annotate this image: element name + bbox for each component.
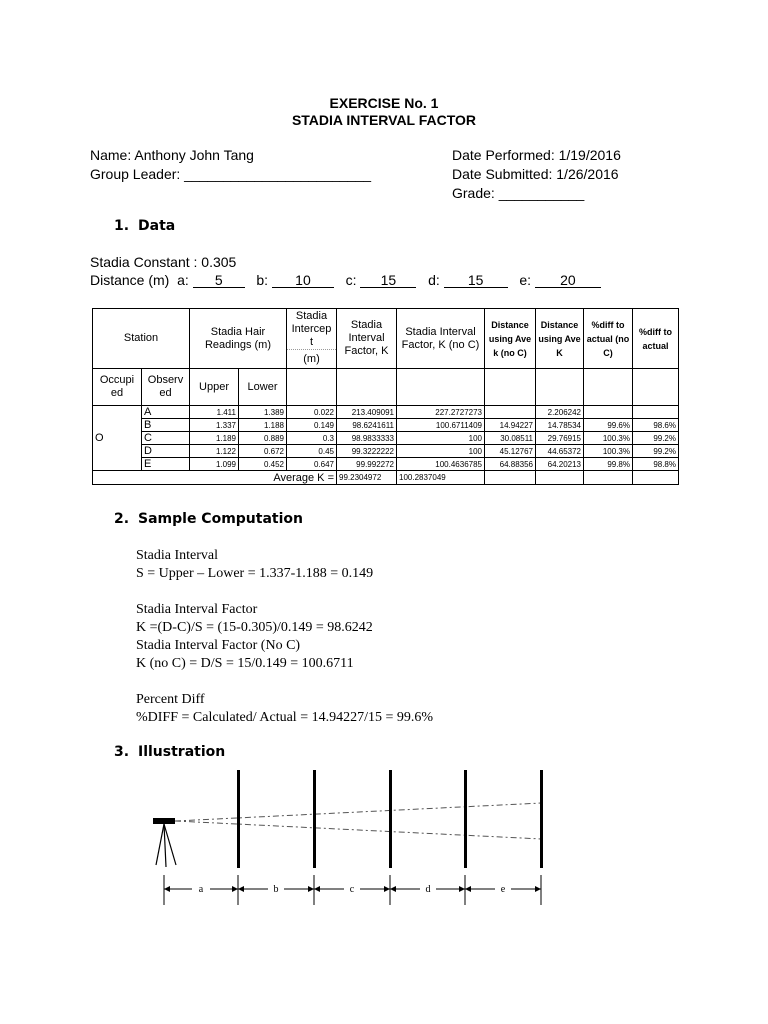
factor-noc-cell: 100.4636785 [397, 458, 485, 471]
distance-value-d: 15 [444, 273, 508, 288]
computation-line: Stadia Interval Factor (No C) [136, 638, 301, 653]
intercept-cell: 0.45 [287, 445, 337, 458]
header-upper: Upper [190, 369, 239, 406]
computation-block [136, 547, 433, 727]
distance-ave-K-cell: 44.65372 [536, 445, 584, 458]
dimension-label-a: a [198, 884, 204, 895]
stadia-rod-b [313, 770, 316, 868]
table-header-row [93, 309, 679, 350]
header-observed: Observ ed [142, 369, 190, 406]
distance-ave-K-cell: 64.20213 [536, 458, 584, 471]
factor-cell: 98.9833333 [337, 432, 397, 445]
dimension-label-b: b [273, 884, 279, 895]
diff-noc-cell: 100.3% [584, 432, 633, 445]
exercise-subtitle: STADIA INTERVAL FACTOR [291, 112, 477, 128]
lower-cell: 0.672 [239, 445, 287, 458]
distance-ave-k-cell: 64.88356 [485, 458, 536, 471]
distance-label: Distance (m) [90, 272, 170, 288]
section-title: Data [138, 218, 176, 234]
computation-line: Stadia Interval [136, 548, 219, 563]
header-factor: Stadia Interval Factor, K [337, 309, 397, 369]
intercept-cell: 0.3 [287, 432, 337, 445]
section-number: 2. [114, 511, 130, 527]
distance-ave-K-cell: 29.76915 [536, 432, 584, 445]
factor-noc-cell: 100 [397, 445, 485, 458]
header-distance-ave-k: Distance using Ave k (no C) [485, 309, 536, 369]
distance-key-b: b: [256, 272, 269, 288]
computation-line: %DIFF = Calculated/ Actual = 14.94227/15 = 99.6% [136, 710, 434, 725]
distance-ave-K-cell: 14.78534 [536, 419, 584, 432]
exercise-title: EXERCISE No. 1 [329, 95, 439, 111]
header-hair-readings: Stadia Hair Readings (m) [190, 309, 287, 369]
stadia-rod-c [389, 770, 392, 868]
diff-cell [633, 406, 679, 419]
distance-line [90, 272, 601, 288]
grade: Grade: ___________ [452, 185, 585, 201]
distance-ave-k-cell: 30.08511 [485, 432, 536, 445]
observed-cell: C [142, 432, 190, 445]
upper-cell: 1.337 [190, 419, 239, 432]
dimension-label-e: e [500, 884, 506, 895]
observed-cell: D [142, 445, 190, 458]
table-row [93, 432, 679, 445]
diff-noc-cell: 100.3% [584, 445, 633, 458]
section-data-heading [114, 218, 175, 234]
diff-cell: 99.2% [633, 445, 679, 458]
computation-line: S = Upper – Lower = 1.337-1.188 = 0.149 [136, 566, 374, 581]
table-row [93, 445, 679, 458]
distance-key-d: d: [428, 272, 440, 288]
stadia-rod-e [540, 770, 543, 868]
factor-noc-cell: 227.2727273 [397, 406, 485, 419]
header-distance-ave-K: Distance using Ave K [536, 309, 584, 369]
table-subheader-row [93, 369, 679, 406]
average-label: Average K = [93, 471, 337, 485]
distance-value-b: 10 [272, 273, 334, 288]
lower-cell: 0.889 [239, 432, 287, 445]
lower-sight-line [175, 821, 542, 839]
distance-value-e: 20 [535, 273, 601, 288]
average-k-cell: 99.2304972 [337, 471, 397, 485]
student-name: Name: Anthony John Tang [90, 147, 254, 163]
average-k-noc-cell: 100.2837049 [397, 471, 485, 485]
stadia-rod-a [237, 770, 240, 868]
upper-cell: 1.122 [190, 445, 239, 458]
header-lower: Lower [239, 369, 287, 406]
observed-cell: B [142, 419, 190, 432]
header-intercept-unit: (m) [287, 350, 337, 369]
occupied-station-cell: O [93, 406, 142, 471]
table-row [93, 419, 679, 432]
distance-ave-k-cell: 45.12767 [485, 445, 536, 458]
header-intercept: Stadia Intercep t [287, 309, 337, 350]
lower-cell: 1.389 [239, 406, 287, 419]
distance-value-a: 5 [193, 273, 245, 288]
intercept-cell: 0.022 [287, 406, 337, 419]
intercept-cell: 0.149 [287, 419, 337, 432]
factor-cell: 98.6241611 [337, 419, 397, 432]
header-factor-noc: Stadia Interval Factor, K (no C) [397, 309, 485, 369]
header-occupied: Occupi ed [93, 369, 142, 406]
computation-line: K =(D-C)/S = (15-0.305)/0.149 = 98.6242 [136, 620, 373, 635]
upper-cell: 1.411 [190, 406, 239, 419]
distance-ave-k-cell [485, 406, 536, 419]
distance-value-c: 15 [360, 273, 416, 288]
intercept-cell: 0.647 [287, 458, 337, 471]
factor-cell: 99.3222222 [337, 445, 397, 458]
factor-noc-cell: 100.6711409 [397, 419, 485, 432]
table-average-row [93, 471, 679, 485]
factor-cell: 213.409091 [337, 406, 397, 419]
upper-sight-line [175, 803, 542, 821]
factor-noc-cell: 100 [397, 432, 485, 445]
diff-noc-cell: 99.8% [584, 458, 633, 471]
observed-cell: E [142, 458, 190, 471]
tripod-icon [153, 818, 176, 867]
computation-line: K (no C) = D/S = 15/0.149 = 100.6711 [136, 656, 354, 671]
group-leader: Group Leader: ________________________ [90, 166, 372, 182]
computation-line: Stadia Interval Factor [136, 602, 258, 617]
stadia-data-table [92, 308, 679, 485]
upper-cell: 1.189 [190, 432, 239, 445]
header-station: Station [93, 309, 190, 369]
section-number: 1. [114, 218, 130, 234]
distance-ave-k-cell: 14.94227 [485, 419, 536, 432]
diff-noc-cell: 99.6% [584, 419, 633, 432]
stadia-illustration [140, 765, 560, 910]
table-row [93, 406, 679, 419]
section-number: 3. [114, 744, 130, 760]
distance-key-c: c: [345, 272, 357, 288]
diff-noc-cell [584, 406, 633, 419]
lower-cell: 0.452 [239, 458, 287, 471]
diff-cell: 98.6% [633, 419, 679, 432]
distance-key-e: e: [519, 272, 532, 288]
dimension-label-c: c [349, 884, 355, 895]
header-diff: %diff to actual [633, 309, 679, 369]
date-performed: Date Performed: 1/19/2016 [452, 147, 621, 163]
header-diff-noc: %diff to actual (no C) [584, 309, 633, 369]
lower-cell: 1.188 [239, 419, 287, 432]
distance-ave-K-cell: 2.206242 [536, 406, 584, 419]
dimension-label-d: d [425, 884, 431, 895]
stadia-constant: Stadia Constant : 0.305 [90, 254, 237, 270]
diff-cell: 99.2% [633, 432, 679, 445]
observed-cell: A [142, 406, 190, 419]
date-submitted: Date Submitted: 1/26/2016 [452, 166, 619, 182]
section-illustration-heading [114, 744, 225, 760]
section-title: Sample Computation [138, 511, 303, 527]
stadia-rods [237, 770, 543, 868]
stadia-rod-d [464, 770, 467, 868]
upper-cell: 1.099 [190, 458, 239, 471]
distance-key-a: a: [177, 272, 189, 288]
table-row [93, 458, 679, 471]
section-sample-heading [114, 511, 303, 527]
factor-cell: 99.992272 [337, 458, 397, 471]
diff-cell: 98.8% [633, 458, 679, 471]
computation-line: Percent Diff [136, 692, 205, 707]
section-title: Illustration [138, 744, 226, 760]
